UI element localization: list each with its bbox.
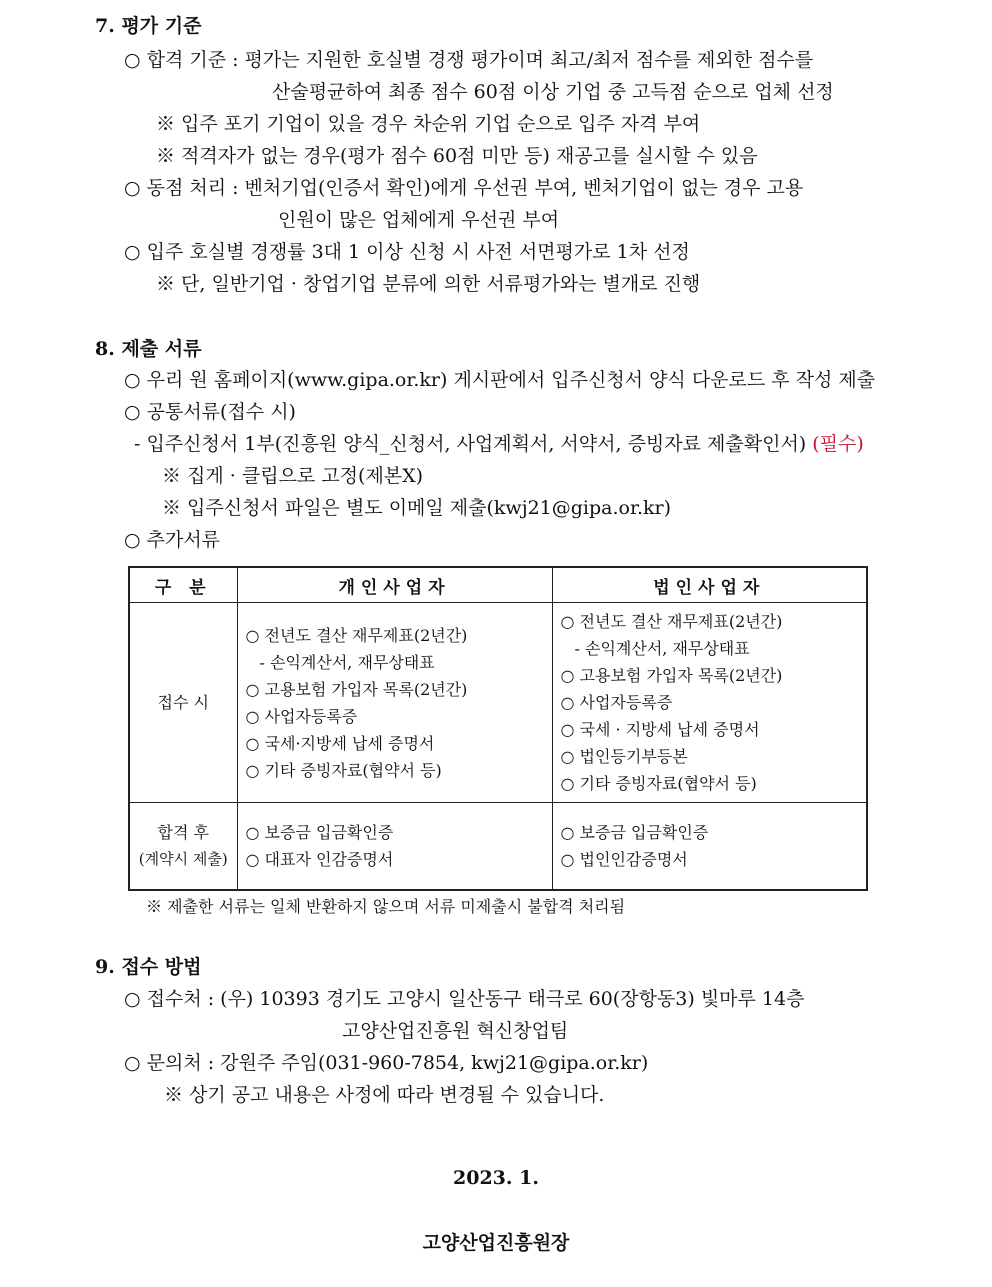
list-item: ○ 법인인감증명서 [560, 850, 688, 869]
section7-line: 산술평균하여 최종 점수 60점 이상 기업 중 고득점 순으로 업체 선정 [272, 81, 834, 103]
section8-title: 8. 제출 서류 [95, 338, 202, 360]
documents-table [128, 566, 868, 891]
list-item: ○ 고용보험 가입자 목록(2년간) [560, 666, 783, 685]
section7-line: ※ 단, 일반기업 · 창업기업 분류에 의한 서류평가와는 별개로 진행 [156, 273, 701, 295]
section7-line: ○ 합격 기준 : 평가는 지원한 호실별 경쟁 평가이며 최고/최저 점수를 제외한 점수를 [124, 49, 814, 71]
section7-line: ※ 적격자가 없는 경우(평가 점수 60점 미만 등) 재공고를 실시할 수 있음 [156, 145, 758, 167]
table-header-individual: 개인사업자 [237, 567, 552, 603]
list-item: ○ 사업자등록증 [560, 693, 673, 712]
list-item: ○ 전년도 결산 재무제표(2년간) [245, 625, 468, 645]
list-item: - 손익계산서, 재무상태표 [259, 652, 435, 672]
list-item: ○ 대표자 인감증명서 [245, 850, 394, 869]
section7-line: ○ 입주 호실별 경쟁률 3대 1 이상 신청 시 사전 서면평가로 1차 선정 [124, 241, 690, 263]
section8-line: ○ 우리 원 홈페이지(www.gipa.or.kr) 게시판에서 입주신청서 양식 다운로드 후 작성 제출 [124, 369, 876, 391]
section7-line: 인원이 많은 업체에게 우선권 부여 [278, 209, 560, 231]
individual-docs-cell [237, 803, 552, 891]
list-item: ○ 보증금 입금확인증 [245, 823, 394, 842]
signature: 고양산업진흥원장 [422, 1232, 570, 1254]
section9-line: ※ 상기 공고 내용은 사정에 따라 변경될 수 있습니다. [164, 1084, 605, 1106]
table-category-cell: 접수 시 [129, 603, 237, 803]
table-header-category: 구 분 [129, 567, 237, 603]
corporate-docs-cell [552, 803, 867, 891]
section9-line: 고양산업진흥원 혁신창업팀 [342, 1020, 569, 1042]
section9-line: ○ 문의처 : 강원주 주임(031-960-7854, kwj21@gipa.or.kr) [124, 1052, 649, 1074]
list-item: ○ 고용보험 가입자 목록(2년간) [245, 679, 468, 699]
table-category-cell [129, 803, 237, 891]
corporate-docs-cell [552, 603, 867, 803]
table-header-corporate: 법인사업자 [552, 567, 867, 603]
section9-line: ○ 접수처 : (우) 10393 경기도 고양시 일산동구 태극로 60(장항동3) 빛마루 14층 [124, 988, 805, 1010]
list-item: ○ 사업자등록증 [245, 706, 358, 726]
list-item: - 손익계산서, 재무상태표 [574, 639, 750, 658]
issue-date: 2023. 1. [453, 1167, 539, 1189]
section8-line: ※ 입주신청서 파일은 별도 이메일 제출(kwj21@gipa.or.kr) [162, 497, 672, 519]
individual-docs-cell [237, 603, 552, 803]
list-item: ○ 보증금 입금확인증 [560, 823, 709, 842]
list-item: ○ 법인등기부등본 [560, 747, 688, 766]
section8-line: ○ 공통서류(접수 시) [124, 401, 296, 423]
category-line: (계약시 제출) [138, 850, 228, 868]
section8-line: ※ 집게 · 클립으로 고정(제본X) [162, 465, 424, 487]
section7-line: ※ 입주 포기 기업이 있을 경우 차순위 기업 순으로 입주 자격 부여 [156, 113, 701, 135]
section8-line: ○ 추가서류 [124, 529, 221, 551]
section8-line [134, 432, 864, 456]
table-note: ※ 제출한 서류는 일체 반환하지 않으며 서류 미제출시 불합격 처리됨 [146, 897, 626, 916]
list-item: ○ 전년도 결산 재무제표(2년간) [560, 612, 783, 631]
required-label: (필수) [812, 433, 864, 455]
category-line: 합격 후 [157, 823, 209, 842]
list-item: ○ 기타 증빙자료(협약서 등) [560, 774, 757, 793]
list-item: ○ 국세 · 지방세 납세 증명서 [560, 720, 760, 739]
section7-line: ○ 동점 처리 : 벤처기업(인증서 확인)에게 우선권 부여, 벤처기업이 없는 경우 고용 [124, 177, 804, 199]
section9-title: 9. 접수 방법 [95, 956, 202, 978]
application-form-text: - 입주신청서 1부(진흥원 양식_신청서, 사업계획서, 서약서, 증빙자료 제출확인서) [134, 433, 807, 455]
list-item: ○ 국세·지방세 납세 증명서 [245, 733, 435, 753]
section7-title: 7. 평가 기준 [95, 15, 202, 37]
list-item: ○ 기타 증빙자료(협약서 등) [245, 760, 442, 780]
